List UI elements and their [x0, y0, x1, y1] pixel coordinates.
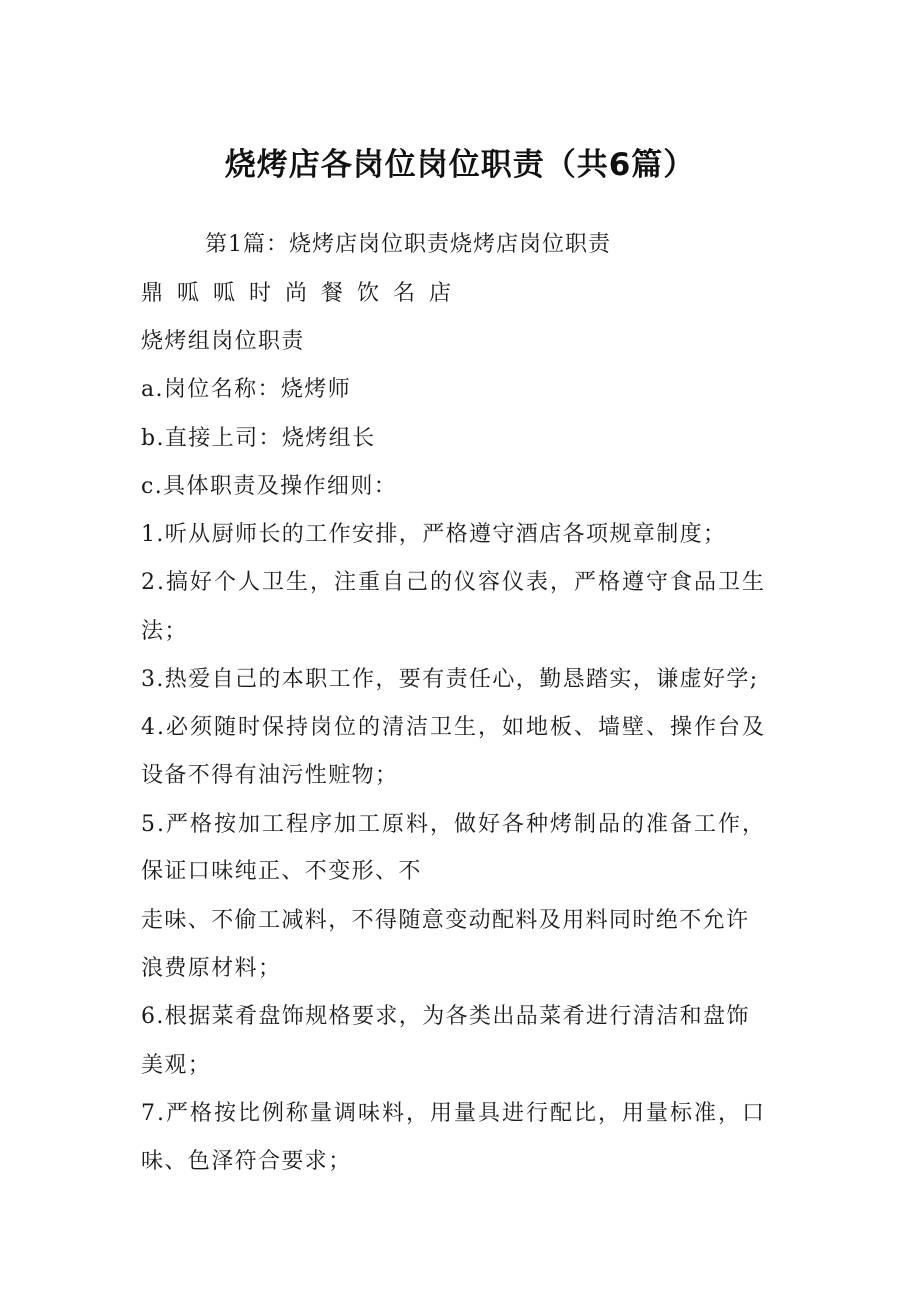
paragraph-line: 法；: [141, 619, 188, 644]
supervisor-line: b.直接上司：烧烤组长: [141, 426, 376, 451]
paragraph-line: 5.严格按加工程序加工原料，做好各种烤制品的准备工作，: [141, 812, 766, 837]
paragraph-line: 美观；: [141, 1053, 212, 1078]
document-title: 烧烤店各岗位岗位职责（共6篇）: [224, 147, 696, 183]
chapter-heading: 第1篇：烧烤店岗位职责烧烤店岗位职责: [205, 232, 611, 257]
paragraph-line: 1.听从厨师长的工作安排，严格遵守酒店各项规章制度；: [141, 522, 727, 547]
paragraph-line: 味、色泽符合要求；: [141, 1149, 352, 1174]
restaurant-name: 鼎呱呱时尚餐饮名店: [141, 281, 466, 306]
section-heading: 烧烤组岗位职责: [141, 329, 305, 354]
paragraph-line: 3.热爱自己的本职工作，要有责任心，勤恳踏实，谦虚好学;: [141, 667, 759, 692]
paragraph-line: 2.搞好个人卫生，注重自己的仪容仪表，严格遵守食品卫生: [141, 570, 766, 595]
paragraph-line: 保证口味纯正、不变形、不: [141, 859, 422, 884]
paragraph-line: 走味、不偷工减料，不得随意变动配料及用料同时绝不允许: [141, 908, 750, 933]
paragraph-line: 7.严格按比例称量调味料，用量具进行配比，用量标准，口: [141, 1101, 766, 1126]
paragraph-line: 设备不得有油污性赃物；: [141, 763, 399, 788]
paragraph-line: 6.根据菜肴盘饰规格要求，为各类出品菜肴进行清洁和盘饰: [141, 1004, 750, 1029]
paragraph-line: 4.必须随时保持岗位的清洁卫生，如地板、墙壁、操作台及: [141, 715, 766, 740]
paragraph-line: 浪费原材料；: [141, 956, 282, 981]
job-title-line: a.岗位名称：烧烤师: [141, 377, 352, 402]
duties-heading: c.具体职责及操作细则：: [141, 474, 398, 499]
